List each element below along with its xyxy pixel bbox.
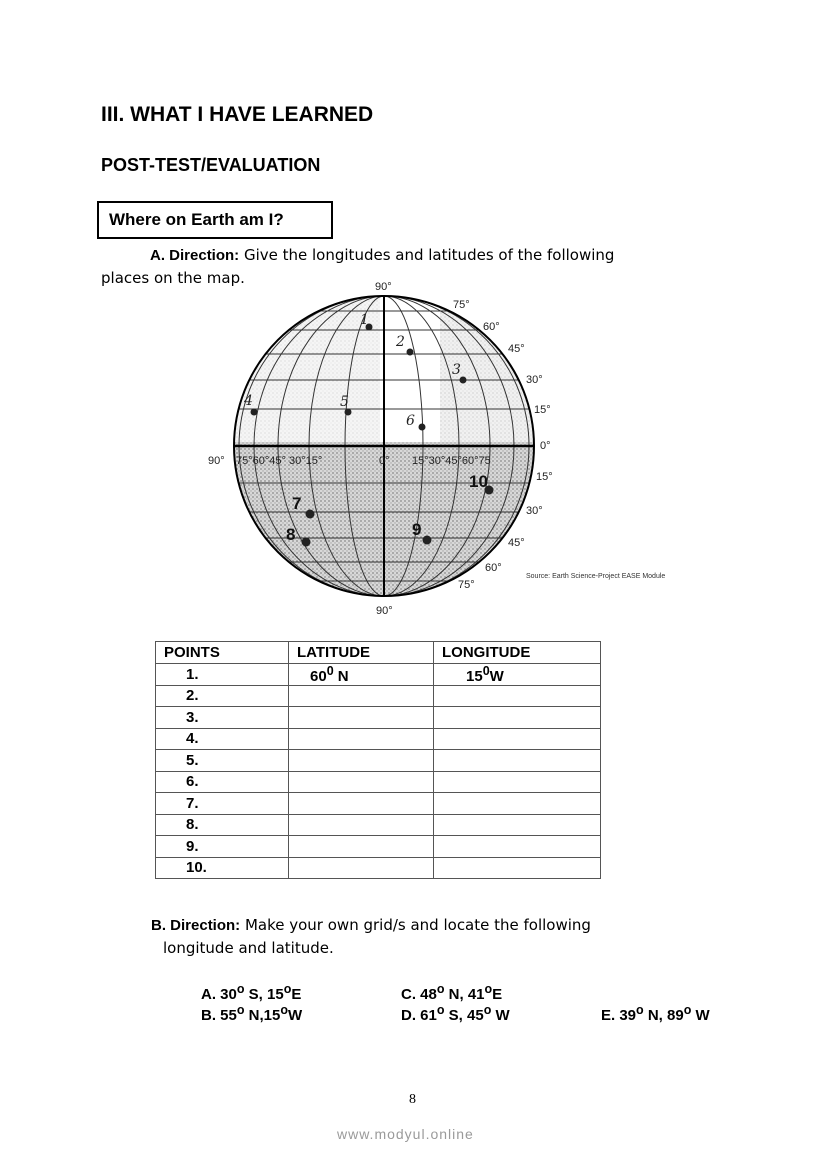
point-8-label: 8 [286, 525, 296, 544]
lon-labels-west: 75°60°45° 30°15° [236, 455, 323, 467]
map-source-credit: Source: Earth Science-Project EASE Module [526, 573, 666, 580]
point-7-marker [306, 510, 315, 519]
globe-label-south: 90° [376, 605, 393, 617]
cell-point: 4. [156, 728, 289, 750]
lon-value: 15 [466, 667, 483, 685]
lat-label-n15: 15° [534, 404, 551, 416]
coordinate-item: B. 55$^o$ N,15$^o$W [201, 1003, 303, 1024]
point-2-marker [407, 349, 414, 356]
table-header-row [156, 642, 601, 664]
cell-latitude[interactable] [289, 750, 434, 772]
cell-longitude[interactable] [434, 836, 601, 858]
header-latitude: LATITUDE [289, 642, 434, 664]
cell-point: 3. [156, 707, 289, 729]
table-row [156, 663, 601, 685]
cell-longitude[interactable] [434, 771, 601, 793]
table-row [156, 857, 601, 879]
table-row [156, 836, 601, 858]
cell-latitude[interactable] [289, 793, 434, 815]
lon-degree: 0 [482, 663, 490, 678]
cell-point: 9. [156, 836, 289, 858]
globe-label-equator: 0° [540, 440, 551, 452]
watermark: www.modyul.online [337, 1126, 474, 1142]
section-subtitle: POST-TEST/EVALUATION [101, 155, 321, 175]
lon-labels-east: 15°30°45°60°75 [412, 455, 491, 467]
cell-latitude [289, 663, 434, 685]
point-7-label: 7 [292, 494, 302, 513]
point-2-label: 2 [396, 334, 405, 350]
lat-direction: N [333, 667, 349, 685]
globe-label-north: 90° [375, 281, 392, 293]
table-row [156, 793, 601, 815]
cell-point: 1. [156, 663, 289, 685]
cell-latitude[interactable] [289, 728, 434, 750]
point-9-label: 9 [412, 520, 422, 539]
point-4-label: 4 [244, 393, 253, 409]
table-row [156, 707, 601, 729]
cell-latitude[interactable] [289, 836, 434, 858]
point-6-marker [419, 424, 426, 431]
lat-label-s45: 45° [508, 537, 525, 549]
lon-label-prime: 0° [379, 455, 390, 467]
boxed-activity-title: Where on Earth am I? [97, 201, 333, 239]
cell-longitude[interactable] [434, 728, 601, 750]
lon-direction: W [489, 667, 504, 685]
cell-longitude[interactable] [434, 814, 601, 836]
direction-b-text-1: Make your own grid/s and locate the following [244, 916, 591, 934]
point-6-label: 6 [406, 413, 415, 429]
coordinate-item: C. 48$^o$ N, 41$^o$E [401, 982, 503, 1003]
lat-label-n45: 45° [508, 343, 525, 355]
lat-degree: 0 [326, 663, 334, 678]
table-row [156, 728, 601, 750]
point-10-label: 10 [469, 472, 488, 491]
globe-map [200, 272, 680, 622]
direction-a-text-2: places on the map. [101, 269, 245, 287]
lat-label-s60: 60° [485, 562, 502, 574]
cell-point: 5. [156, 750, 289, 772]
cell-latitude[interactable] [289, 685, 434, 707]
cell-point: 7. [156, 793, 289, 815]
coordinate-item: A. 30$^o$ S, 15$^o$E [201, 982, 302, 1003]
point-1-label: 1 [360, 312, 369, 328]
cell-latitude[interactable] [289, 814, 434, 836]
page-title: III. WHAT I HAVE LEARNED [101, 103, 374, 126]
cell-point: 10. [156, 857, 289, 879]
answer-table [155, 641, 601, 879]
cell-point: 8. [156, 814, 289, 836]
point-8-marker [302, 538, 311, 547]
direction-b-lead: B. Direction: [151, 917, 241, 934]
cell-longitude [434, 663, 601, 685]
globe-body [230, 292, 540, 602]
globe-label-west: 90° [208, 455, 225, 467]
cell-point: 6. [156, 771, 289, 793]
direction-b [151, 914, 664, 959]
coordinate-item: D. 61$^o$ S, 45$^o$ W [401, 1003, 510, 1024]
page-number: 8 [409, 1092, 416, 1107]
cell-longitude[interactable] [434, 685, 601, 707]
direction-a-lead: A. Direction: [150, 247, 240, 264]
point-5-label: 5 [340, 394, 349, 410]
coordinate-item: E. 39$^o$ N, 89$^o$ W [601, 1003, 710, 1024]
table-row [156, 771, 601, 793]
table-row [156, 814, 601, 836]
point-4-marker [251, 409, 258, 416]
lat-label-n75: 75° [453, 299, 470, 311]
lat-label-s30: 30° [526, 505, 543, 517]
cell-latitude[interactable] [289, 857, 434, 879]
lat-label-n60: 60° [483, 321, 500, 333]
direction-a-text-1: Give the longitudes and latitudes of the following [243, 246, 615, 264]
lat-label-s15: 15° [536, 471, 553, 483]
cell-latitude[interactable] [289, 771, 434, 793]
table-row [156, 685, 601, 707]
cell-longitude[interactable] [434, 857, 601, 879]
lat-label-s75: 75° [458, 579, 475, 591]
header-longitude: LONGITUDE [434, 642, 601, 664]
cell-latitude[interactable] [289, 707, 434, 729]
cell-longitude[interactable] [434, 750, 601, 772]
table-row [156, 750, 601, 772]
lat-label-n30: 30° [526, 374, 543, 386]
cell-longitude[interactable] [434, 793, 601, 815]
point-9-marker [423, 536, 432, 545]
lat-value: 60 [310, 667, 327, 685]
cell-point: 2. [156, 685, 289, 707]
header-points: POINTS [156, 642, 289, 664]
direction-b-text-2: longitude and latitude. [163, 939, 334, 957]
point-3-label: 3 [452, 362, 461, 378]
cell-longitude[interactable] [434, 707, 601, 729]
